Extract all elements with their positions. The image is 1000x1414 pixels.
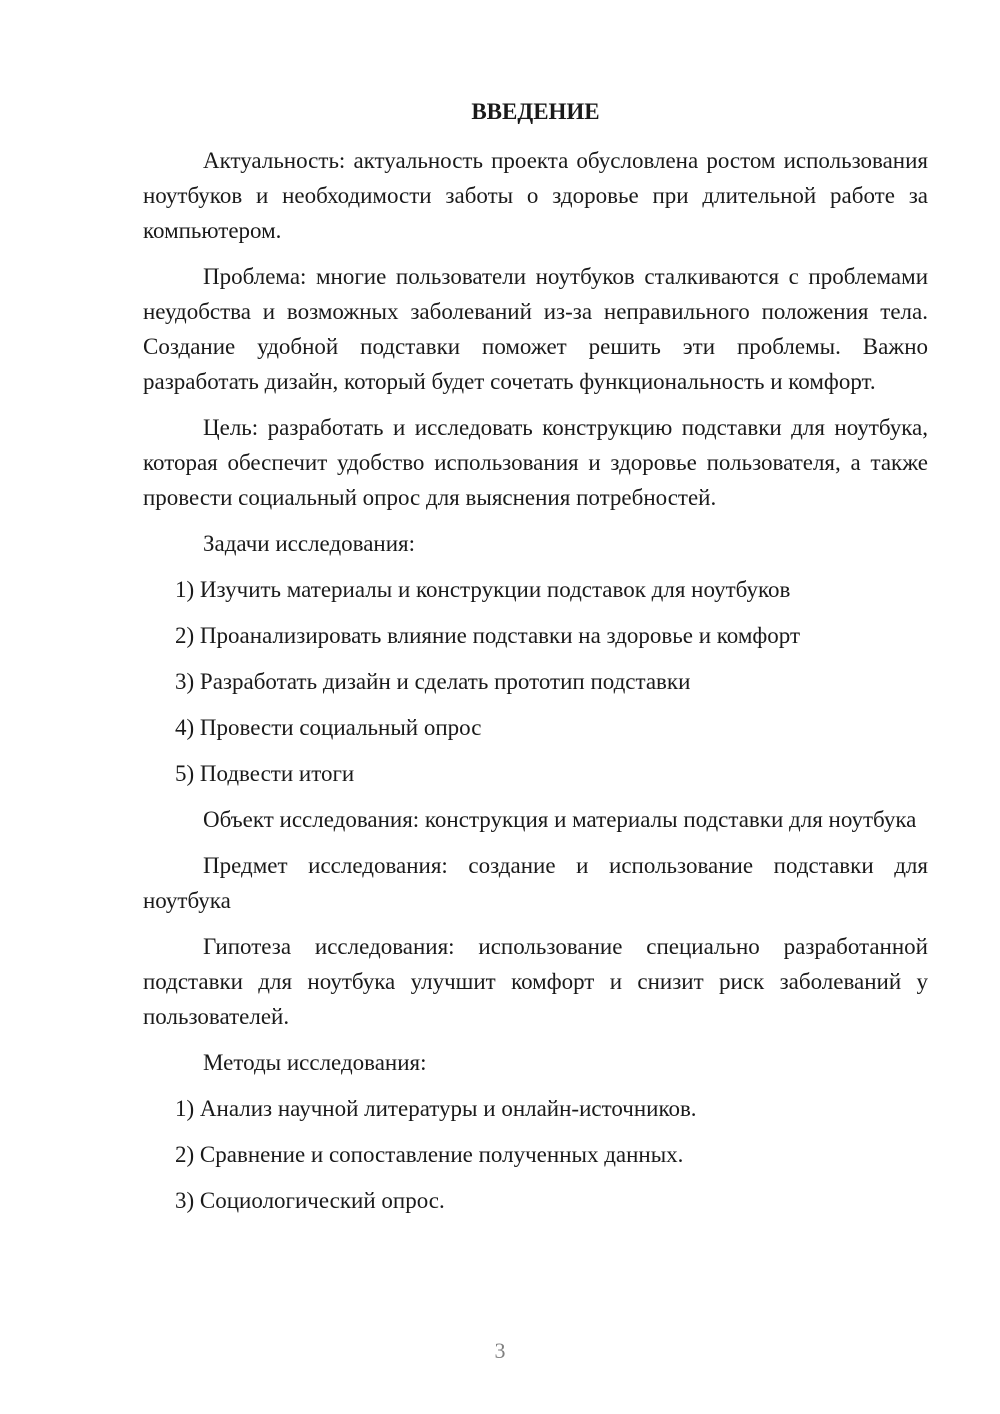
list-item: 4) Провести социальный опрос	[175, 715, 482, 740]
list-item: 3) Социологический опрос.	[175, 1188, 445, 1213]
goal-paragraph: Цель: разработать и исследовать конструкцию подставки для ноутбука, которая обеспечит удобство использования и здоровье пользователя, а также провести социальный опрос для выяснения потребностей.	[143, 415, 928, 510]
page-title: ВВЕДЕНИЕ	[471, 99, 600, 124]
list-item: 1) Изучить материалы и конструкции подставок для ноутбуков	[175, 577, 791, 602]
subject-paragraph: Предмет исследования: создание и использование подставки для ноутбука	[143, 853, 928, 913]
problem-paragraph: Проблема: многие пользователи ноутбуков сталкиваются с проблемами неудобства и возможных заболеваний из-за неправильного положения тела. Создание удобной подставки поможет решить эти проблемы. Важно разработать дизайн, который будет сочетать функциональность и комфорт.	[143, 264, 928, 394]
list-item: 2) Проанализировать влияние подставки на здоровье и комфорт	[175, 623, 801, 648]
methods-label: Методы исследования:	[203, 1050, 427, 1075]
methods-list	[143, 1091, 928, 1218]
page-number: 3	[494, 1338, 506, 1363]
relevance-paragraph: Актуальность: актуальность проекта обусловлена ростом использования ноутбуков и необходимости заботы о здоровье при длительной работе за компьютером.	[143, 148, 928, 243]
list-item: 2) Сравнение и сопоставление полученных данных.	[175, 1142, 684, 1167]
tasks-label: Задачи исследования:	[203, 531, 416, 556]
object-paragraph: Объект исследования: конструкция и материалы подставки для ноутбука	[203, 807, 917, 832]
list-item: 3) Разработать дизайн и сделать прототип подставки	[175, 669, 691, 694]
hypothesis-paragraph: Гипотеза исследования: использование специально разработанной подставки для ноутбука улучшит комфорт и снизит риск заболеваний у пользователей.	[143, 934, 928, 1029]
tasks-list	[143, 572, 928, 791]
list-item: 1) Анализ научной литературы и онлайн-источников.	[175, 1096, 697, 1121]
list-item: 5) Подвести итоги	[175, 761, 355, 786]
